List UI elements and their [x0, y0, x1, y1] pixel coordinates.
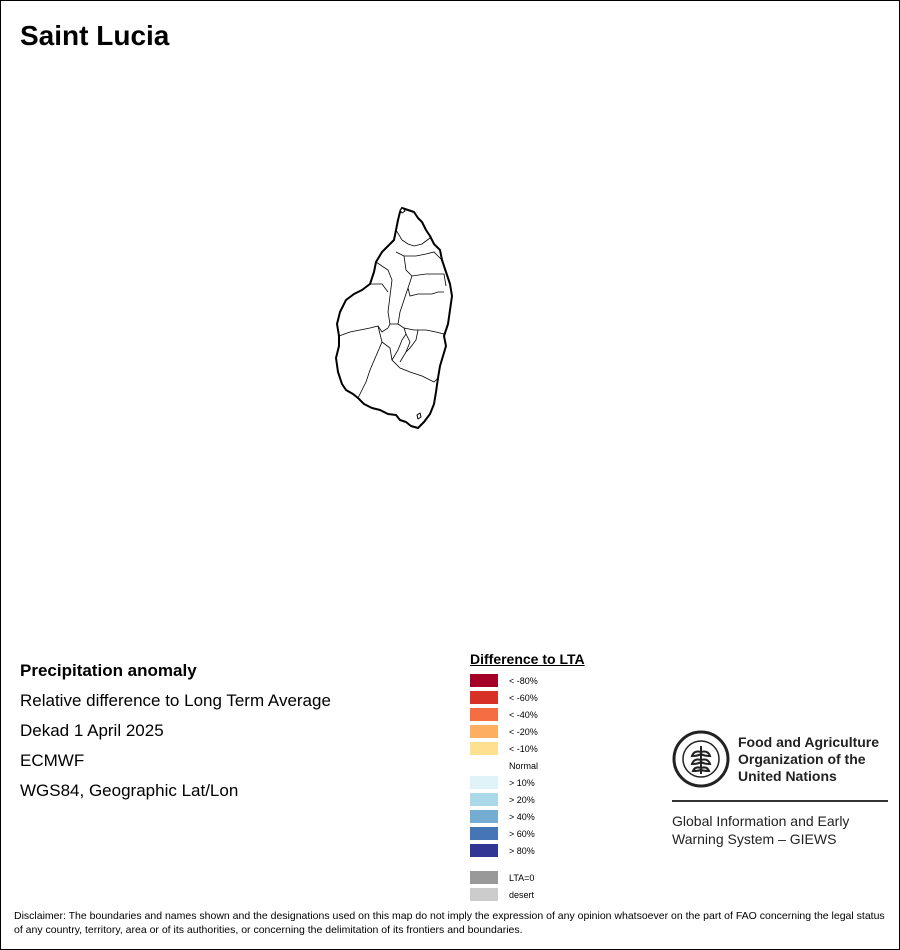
- fao-seal-icon: [672, 730, 730, 788]
- legend-label: > 10%: [509, 777, 535, 788]
- legend-gap: [470, 859, 585, 869]
- legend-label: LTA=0: [509, 872, 535, 883]
- info-period: Dekad 1 April 2025: [20, 721, 164, 740]
- giews-name: [672, 812, 888, 848]
- legend-label: < -20%: [509, 726, 538, 737]
- giews-line: Global Information and Early: [672, 813, 850, 829]
- legend-swatch: [470, 888, 498, 901]
- legend-item: [470, 791, 585, 808]
- info-source: ECMWF: [20, 751, 85, 770]
- legend-item: [470, 723, 585, 740]
- legend-items: [470, 672, 585, 859]
- info-description: Relative difference to Long Term Average: [20, 691, 331, 710]
- country-outline: [336, 208, 452, 428]
- legend-label: > 40%: [509, 811, 535, 822]
- fao-org-line: Food and Agriculture: [738, 733, 880, 750]
- fao-org-line: Organization of the: [738, 750, 866, 767]
- legend-swatch: [470, 674, 498, 687]
- legend-label: < -80%: [509, 675, 538, 686]
- legend-swatch: [470, 810, 498, 823]
- country-map: [330, 200, 460, 435]
- fao-block: [672, 730, 888, 848]
- map-legend: [470, 651, 585, 903]
- legend-label: > 60%: [509, 828, 535, 839]
- legend-item: [470, 706, 585, 723]
- map-title: Saint Lucia: [20, 20, 170, 51]
- legend-item: [470, 808, 585, 825]
- legend-item: [470, 672, 585, 689]
- legend-swatch: [470, 708, 498, 721]
- legend-swatch: [470, 742, 498, 755]
- legend-item: [470, 774, 585, 791]
- legend-swatch: [470, 793, 498, 806]
- legend-label: > 80%: [509, 845, 535, 856]
- legend-label: Normal: [509, 760, 539, 771]
- legend-title: Difference to LTA: [470, 651, 585, 667]
- legend-item: [470, 842, 585, 859]
- fao-org-name: [738, 734, 879, 785]
- fao-logo: [672, 730, 888, 788]
- legend-extra: [470, 869, 585, 903]
- info-projection: WGS84, Geographic Lat/Lon: [20, 781, 239, 800]
- legend-swatch: [470, 871, 498, 884]
- giews-line: Warning System – GIEWS: [672, 831, 837, 847]
- legend-item: [470, 869, 585, 886]
- legend-label: desert: [509, 889, 535, 900]
- legend-swatch: [470, 827, 498, 840]
- disclaimer: Disclaimer: The boundaries and names shown and the designations used on this map do not imply the expression of any opinion whatsoever on the part of FAO concerning the legal status of any country, territory, area or of its authorities, or concerning the delimitation of its frontiers and boundaries.: [14, 910, 885, 936]
- legend-item: [470, 757, 585, 774]
- legend-swatch: [470, 844, 498, 857]
- legend-label: < -40%: [509, 709, 538, 720]
- legend-item: [470, 740, 585, 757]
- legend-item: [470, 886, 585, 903]
- info-heading: Precipitation anomaly: [20, 661, 197, 680]
- fao-divider: [672, 800, 888, 802]
- fao-org-line: United Nations: [738, 767, 837, 784]
- legend-item: [470, 825, 585, 842]
- legend-label: < -10%: [509, 743, 538, 754]
- legend-label: > 20%: [509, 794, 535, 805]
- legend-swatch: [470, 776, 498, 789]
- legend-item: [470, 689, 585, 706]
- map-info: [20, 656, 331, 806]
- legend-swatch: [470, 725, 498, 738]
- legend-label: < -60%: [509, 692, 538, 703]
- legend-swatch: [470, 691, 498, 704]
- legend-swatch: [470, 759, 498, 772]
